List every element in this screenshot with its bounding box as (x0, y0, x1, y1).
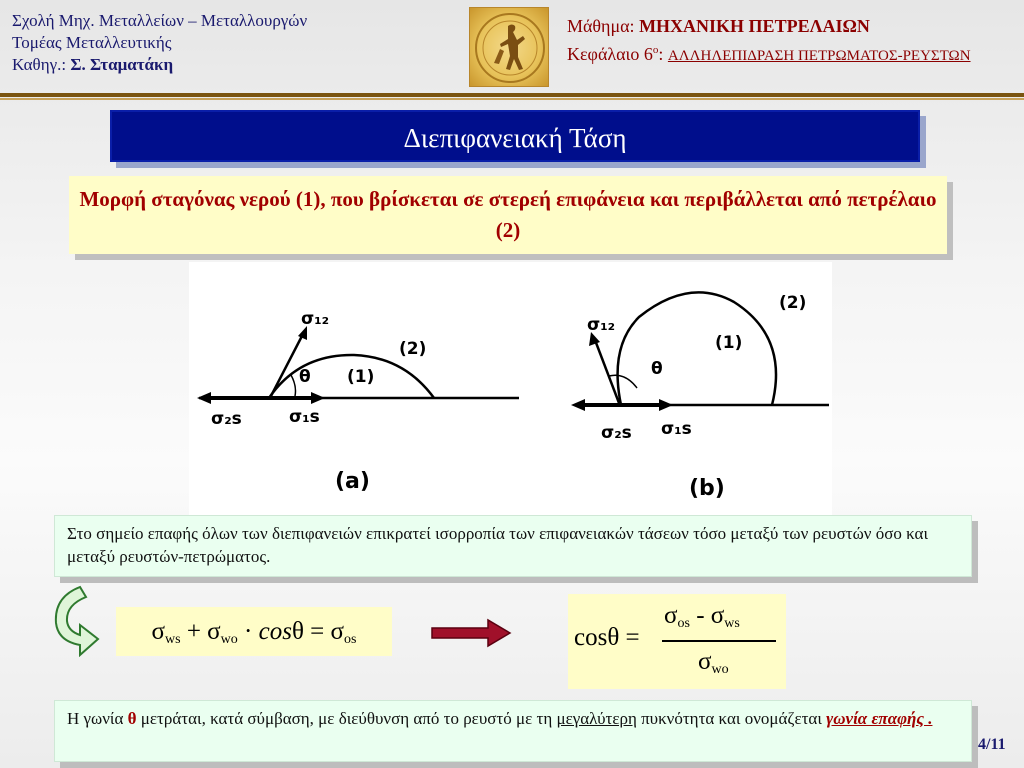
arrowhead-icon (659, 399, 673, 411)
droplet-figure (189, 262, 832, 517)
caption-a: (a) (335, 469, 370, 494)
eq2-sub-os: os (677, 616, 690, 631)
course-prefix: Μάθημα: (567, 16, 635, 36)
arrowhead-icon (197, 392, 211, 404)
eq2-sigma-ws: σ (710, 602, 725, 629)
eq1-sub-wo: wo (220, 632, 238, 647)
chapter-prefix: Κεφάλαιο 6 (567, 44, 653, 64)
label-sigma2s-b: σ₂s (601, 423, 632, 443)
header-institution (12, 10, 307, 76)
course-name: ΜΗΧΑΝΙΚΗ ΠΕΤΡΕΛΑΙΩΝ (639, 16, 870, 36)
arrowhead-icon (571, 399, 585, 411)
note-contact-angle-term: γωνία επαφής . (826, 709, 933, 728)
university-seal-icon (469, 7, 549, 87)
contact-angle-note (54, 700, 972, 762)
chapter-colon: : (658, 44, 664, 64)
label-sigma2s-a: σ₂s (211, 409, 242, 429)
header-rule-thin (0, 98, 1024, 100)
label-phase1-a: (1) (347, 367, 375, 387)
professor-line (12, 54, 307, 76)
eq2-sigma-wo: σ (698, 648, 712, 675)
droplet-b (618, 292, 776, 405)
label-sigma12-a: σ₁₂ (301, 309, 330, 329)
eq2-sigma-os: σ (664, 602, 678, 629)
equilibrium-note: Στο σημείο επαφής όλων των διεπιφανειών επικρατεί ισορροπία των επιφανειακών τάσεων τόσο μεταξύ των ρευστών όσο και μεταξύ ρευστών-πετρώματος. (54, 515, 972, 577)
label-sigma1s-b: σ₁s (661, 419, 692, 439)
note-text-2: μετράται, κατά σύμβαση, με διεύθυνση από το ρευστό με τη (136, 709, 557, 728)
eq1-equals: = (303, 618, 331, 645)
professor-prefix: Καθηγ.: (12, 55, 67, 74)
contact-angle-equation (568, 594, 786, 689)
header-course (567, 14, 971, 68)
note-theta: θ (127, 709, 137, 728)
theta-arc-a (291, 375, 296, 396)
note-text-1: Η γωνία (67, 709, 128, 728)
eq2-sub-ws: ws (724, 616, 740, 631)
label-phase2-b: (2) (779, 293, 807, 313)
eq2-numerator (664, 602, 740, 632)
eq2-fraction-bar (662, 640, 776, 642)
label-phase2-a: (2) (399, 339, 427, 359)
slide-title: Διεπιφανειακή Τάση (110, 110, 920, 162)
department-name: Τομέας Μεταλλευτικής (12, 33, 172, 52)
label-sigma1s-a: σ₁s (289, 407, 320, 427)
label-theta-b: θ (651, 359, 663, 379)
arrowhead-icon (311, 392, 325, 404)
right-arrow-icon (430, 618, 512, 648)
eq1-sub-os: os (344, 632, 357, 647)
page-number: 4/11 (978, 736, 1006, 753)
curved-arrow-icon (50, 583, 102, 657)
school-name: Σχολή Μηχ. Μεταλλείων – Μεταλλουργών (12, 11, 308, 30)
eq2-lhs: cosθ = (574, 624, 640, 651)
eq1-cos: cos (258, 618, 292, 645)
label-sigma12-b: σ₁₂ (587, 315, 616, 335)
caption-b: (b) (689, 476, 725, 501)
eq1-sigma-ws: σ (151, 618, 165, 645)
young-equation (116, 607, 392, 656)
label-phase1-b: (1) (715, 333, 743, 353)
eq2-minus: - (689, 602, 711, 629)
note-underlined: μεγαλύτερη (556, 709, 637, 728)
course-line (567, 14, 971, 38)
label-theta-a: θ (299, 367, 311, 387)
slide-subtitle: Μορφή σταγόνας νερού (1), που βρίσκεται σε στερεή επιφάνεια και περιβάλλεται από πετρέλαιο (2) (69, 176, 947, 254)
sigma12-arrow-b (595, 340, 619, 403)
eq1-theta: θ (291, 618, 304, 645)
chapter-sup: ο (652, 44, 659, 56)
professor-name: Σ. Σταματάκη (70, 55, 174, 74)
eq2-denominator (698, 648, 729, 678)
eq1-dot: · (237, 618, 259, 645)
eq1-sub-ws: ws (165, 632, 181, 647)
eq1-sigma-wo: σ (207, 618, 221, 645)
note-text-3: πυκνότητα και ονομάζεται (636, 709, 827, 728)
chapter-name: ΑΛΛΗΛΕΠΙΔΡΑΣΗ ΠΕΤΡΩΜΑΤΟΣ-ΡΕΥΣΤΩΝ (667, 48, 971, 64)
header-rule (0, 93, 1024, 97)
chapter-line (567, 38, 971, 68)
eq2-sub-wo: wo (711, 662, 729, 677)
eq1-sigma-os: σ (330, 618, 345, 645)
eq1-plus: + (180, 618, 208, 645)
